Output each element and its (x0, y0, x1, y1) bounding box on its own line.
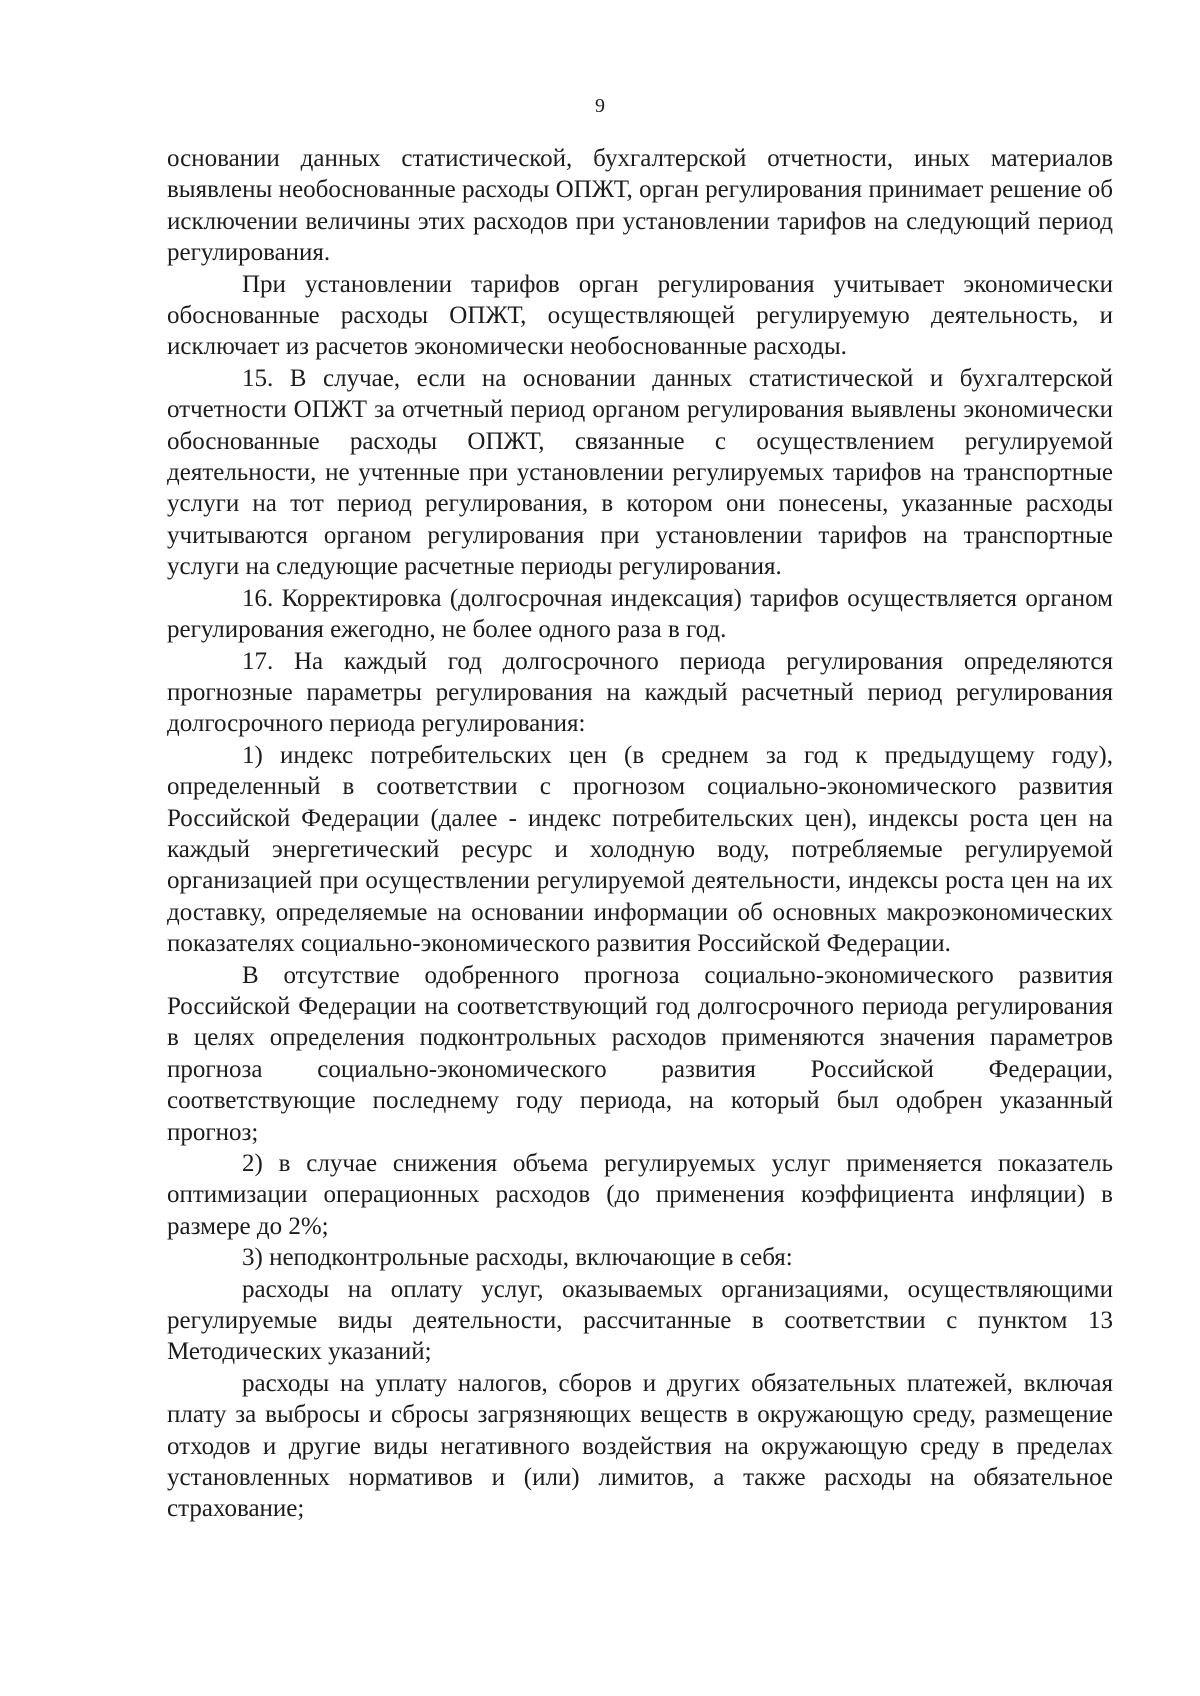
paragraph-continuation: основании данных статистической, бухгалтерской отчетности, иных материалов выявлены необоснованные расходы ОПЖТ, орган регулирования принимает решение об исключении величины этих расходов при установлении тарифов на следующий период регулирования. (167, 145, 1113, 267)
paragraph-taxes-expenses: расходы на уплату налогов, сборов и других обязательных платежей, включая плату за выбросы и сбросы загрязняющих веществ в окружающую среду, размещение отходов и другие виды негативного воздействия на окружающую среду в пределах установленных нормативов и (или) лимитов, а также расходы на обязательное страхование; (167, 1369, 1113, 1523)
paragraph-tariff-expenses: При установлении тарифов орган регулирования учитывает экономически обоснованные расходы ОПЖТ, осуществляющей регулируемую деятельность, и исключает из расчетов экономически необоснованные расходы. (167, 270, 1113, 361)
page-number: 9 (595, 95, 605, 117)
paragraph-forecast-absence: В отсутствие одобренного прогноза социально-экономического развития Российской Федерации на соответствующий год долгосрочного периода регулирования в целях определения подконтрольных расходов применяются значения параметров прогноза социально-экономического развития Российской Федерации, соответствующие последнему году периода, на который был одобрен указанный прогноз; (167, 961, 1113, 1146)
paragraph-subitem-2: 2) в случае снижения объема регулируемых услуг применяется показатель оптимизации операционных расходов (до применения коэффициента инфляции) в размере до 2%; (167, 1150, 1113, 1240)
paragraph-item-16: 16. Корректировка (долгосрочная индексация) тарифов осуществляется органом регулирования ежегодно, не более одного раза в год. (167, 584, 1113, 644)
paragraph-services-expenses: расходы на оплату услуг, оказываемых организациями, осуществляющими регулируемые виды деятельности, рассчитанные в соответствии с пунктом 13 Методических указаний; (167, 1275, 1113, 1366)
paragraph-item-17: 17. На каждый год долгосрочного периода регулирования определяются прогнозные параметры регулирования на каждый расчетный период регулирования долгосрочного периода регулирования: (167, 647, 1113, 738)
document-body (167, 143, 1113, 1525)
paragraph-subitem-3: 3) неподконтрольные расходы, включающие в себя: (242, 1244, 793, 1272)
paragraph-subitem-1: 1) индекс потребительских цен (в среднем за год к предыдущему году), определенный в соответствии с прогнозом социально-экономического развития Российской Федерации (далее - индекс потребительских цен), индексы роста цен на каждый энергетический ресурс и холодную воду, потребляемые регулируемой организацией при осуществлении регулируемой деятельности, индексы роста цен на их доставку, определяемые на основании информации об основных макроэкономических показателях социально-экономического развития Российской Федерации. (167, 741, 1113, 958)
paragraph-item-15: 15. В случае, если на основании данных статистической и бухгалтерской отчетности ОПЖТ за отчетный период органом регулирования выявлены экономически обоснованные расходы ОПЖТ, связанные с осуществлением регулируемой деятельности, не учтенные при установлении регулируемых тарифов на транспортные услуги на тот период регулирования, в котором они понесены, указанные расходы учитываются органом регулирования при установлении тарифов на транспортные услуги на следующие расчетные периоды регулирования. (167, 364, 1113, 581)
